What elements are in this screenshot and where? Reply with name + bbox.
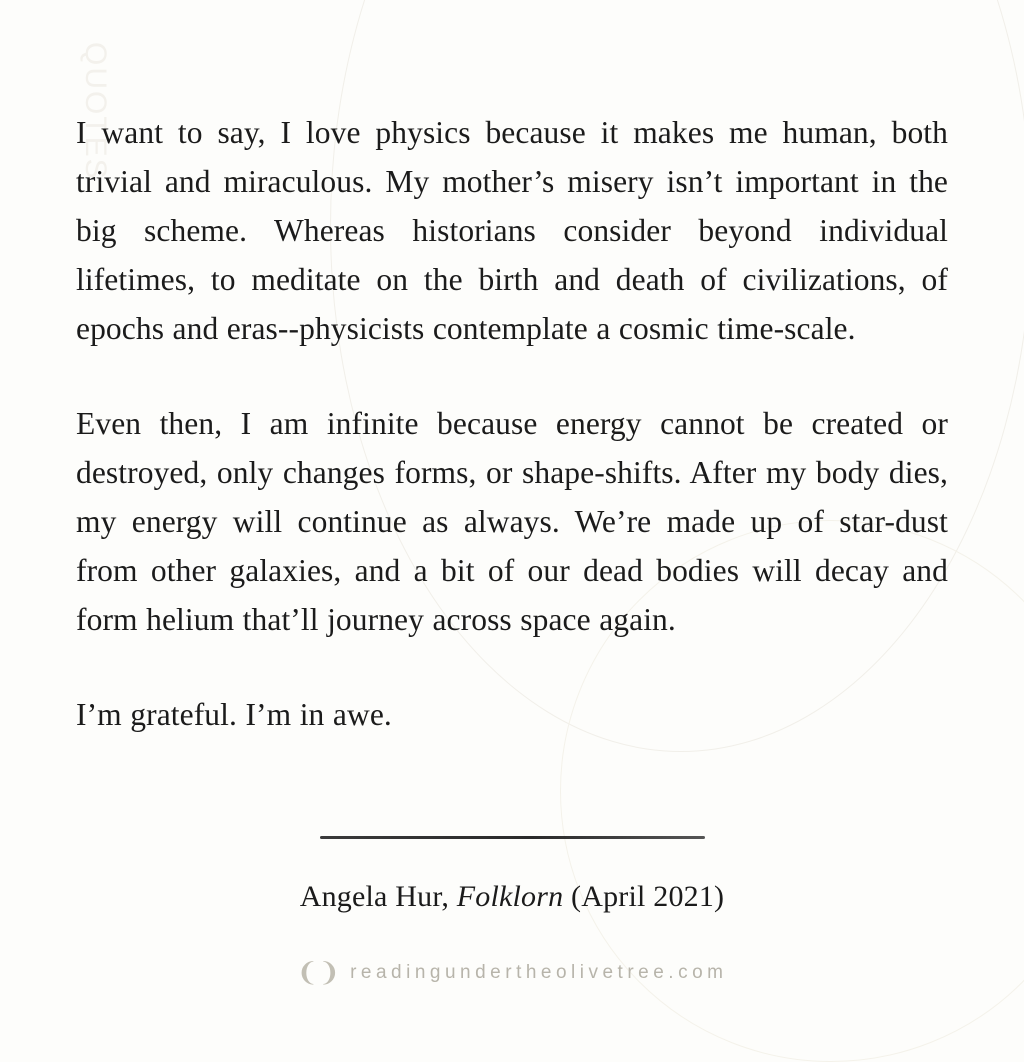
attribution-author: Angela Hur, <box>299 880 450 913</box>
divider-row <box>0 836 1024 839</box>
quote-paragraph: I’m grateful. I’m in awe. <box>76 697 392 732</box>
quote-paragraph: Even then, I am infinite because energy cannot be created or destroyed, only changes forms, or shape-shifts. After my body dies, my energy will continue as always. We’re made up of star-dust from other galaxies, and a bit of our dead bodies will decay and form helium that’ll journey across space again. <box>76 406 948 637</box>
laurel-wreath-icon: ❨❩ <box>296 958 341 987</box>
watermark-text: QUOTES <box>79 42 112 181</box>
website-handle: readingundertheolivetree.com <box>350 962 728 983</box>
attribution-date: (April 2021) <box>571 880 725 913</box>
footer-credit <box>0 960 1024 986</box>
quote-text-block <box>76 108 948 739</box>
quote-paragraph: I want to say, I love physics because it makes me human, both trivial and miraculous. My mother’s misery isn’t important in the big scheme. Whereas historians consider beyond individual lifetimes, to meditate on the birth and death of civilizations, of epochs and eras--physicists contemplate a cosmic time-scale. <box>76 115 948 346</box>
attribution-book-title: Folklorn <box>456 880 564 913</box>
attribution <box>0 880 1024 914</box>
horizontal-rule <box>320 836 705 839</box>
